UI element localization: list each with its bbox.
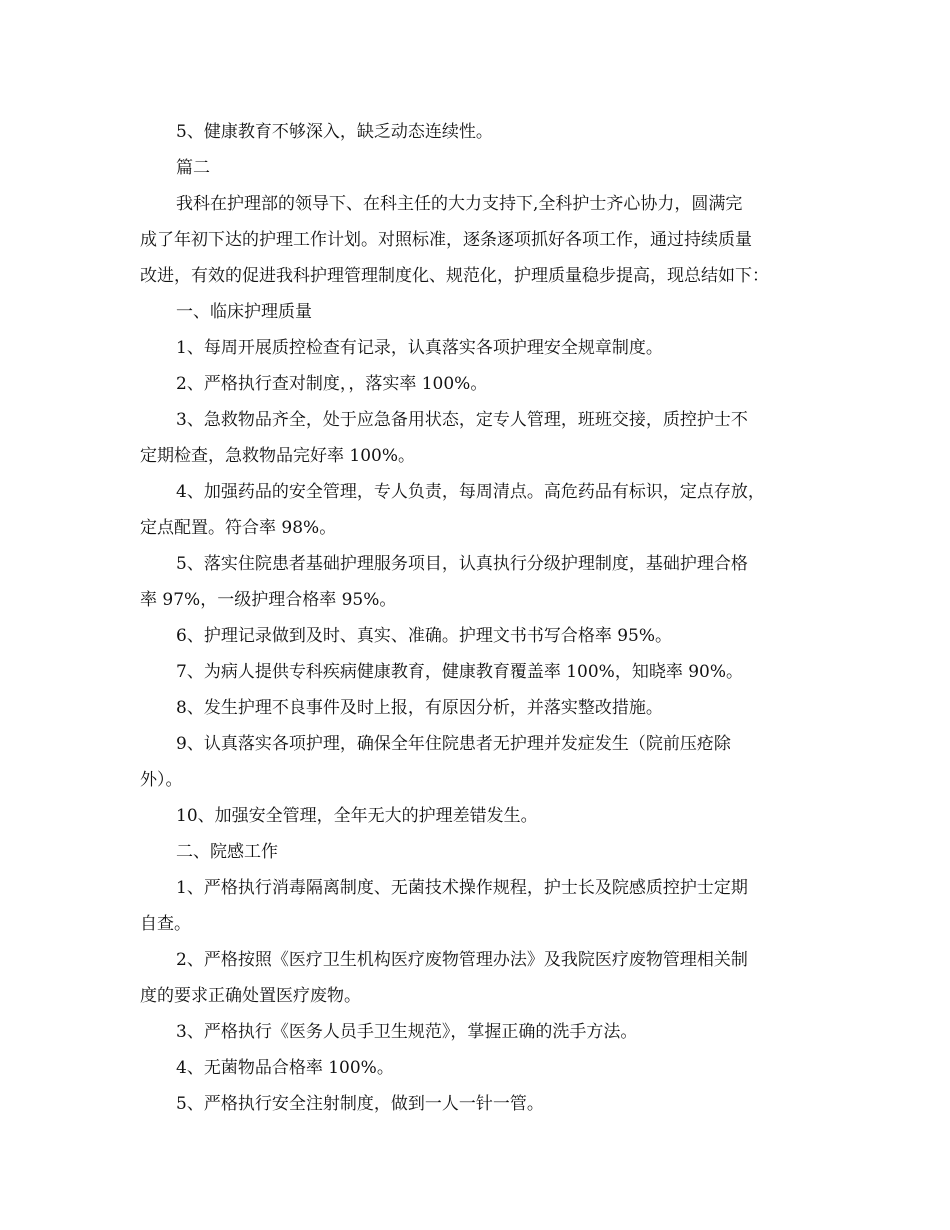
text-line: 定点配置。符合率 98%。 — [140, 518, 337, 538]
text-line: 改进，有效的促进我科护理管理制度化、规范化，护理质量稳步提高，现总结如下： — [140, 266, 769, 286]
paragraph — [140, 546, 822, 618]
text-line: 2、严格执行查对制度，，落实率 100%。 — [176, 374, 488, 394]
paragraph — [140, 942, 822, 1014]
text-line: 10、加强安全管理，全年无大的护理差错发生。 — [176, 806, 538, 826]
paragraph — [140, 474, 822, 546]
text-line: 9、认真落实各项护理，确保全年住院患者无护理并发症发生（院前压疮除 — [176, 734, 731, 754]
paragraph — [140, 618, 822, 654]
text-line: 篇二 — [176, 158, 210, 178]
paragraph — [140, 690, 822, 726]
paragraph — [140, 186, 822, 294]
document-body — [140, 114, 822, 1122]
text-line: 率 97%，一级护理合格率 95%。 — [140, 590, 397, 610]
paragraph — [140, 294, 822, 330]
text-line: 1、每周开展质控检查有记录，认真落实各项护理安全规章制度。 — [176, 338, 663, 358]
text-line: 6、护理记录做到及时、真实、准确。护理文书书写合格率 95%。 — [176, 626, 673, 646]
text-line: 1、严格执行消毒隔离制度、无菌技术操作规程，护士长及院感质控护士定期 — [176, 878, 748, 898]
paragraph — [140, 114, 822, 150]
paragraph — [140, 654, 822, 690]
paragraph — [140, 366, 822, 402]
paragraph — [140, 834, 822, 870]
text-line: 定期检查，急救物品完好率 100%。 — [140, 446, 416, 466]
text-line: 成了年初下达的护理工作计划。对照标准，逐条逐项抓好各项工作，通过持续质量 — [140, 230, 752, 250]
text-line: 二、院感工作 — [176, 842, 278, 862]
text-line: 4、加强药品的安全管理，专人负责，每周清点。高危药品有标识，定点存放， — [176, 482, 765, 502]
paragraph — [140, 870, 822, 942]
paragraph — [140, 150, 822, 186]
text-line: 8、发生护理不良事件及时上报，有原因分析，并落实整改措施。 — [176, 698, 663, 718]
paragraph — [140, 1050, 822, 1086]
paragraph — [140, 798, 822, 834]
text-line: 5、落实住院患者基础护理服务项目，认真执行分级护理制度，基础护理合格 — [176, 554, 748, 574]
text-line: 度的要求正确处置医疗废物。 — [140, 986, 361, 1006]
text-line: 5、严格执行安全注射制度，做到一人一针一管。 — [176, 1094, 544, 1114]
text-line: 5、健康教育不够深入，缺乏动态连续性。 — [176, 122, 493, 142]
text-line: 2、严格按照《医疗卫生机构医疗废物管理办法》及我院医疗废物管理相关制 — [176, 950, 748, 970]
text-line: 4、无菌物品合格率 100%。 — [176, 1058, 394, 1078]
text-line: 我科在护理部的领导下、在科主任的大力支持下,全科护士齐心协力，圆满完 — [176, 194, 743, 214]
paragraph — [140, 1086, 822, 1122]
text-line: 自查。 — [140, 914, 191, 934]
paragraph — [140, 330, 822, 366]
paragraph — [140, 726, 822, 798]
text-line: 3、急救物品齐全，处于应急备用状态，定专人管理，班班交接，质控护士不 — [176, 410, 748, 430]
text-line: 外）。 — [140, 770, 183, 790]
paragraph — [140, 402, 822, 474]
text-line: 3、严格执行《医务人员手卫生规范》，掌握正确的洗手方法。 — [176, 1022, 638, 1042]
text-line: 一、临床护理质量 — [176, 302, 312, 322]
text-line: 7、为病人提供专科疾病健康教育，健康教育覆盖率 100%，知晓率 90%。 — [176, 662, 744, 682]
paragraph — [140, 1014, 822, 1050]
